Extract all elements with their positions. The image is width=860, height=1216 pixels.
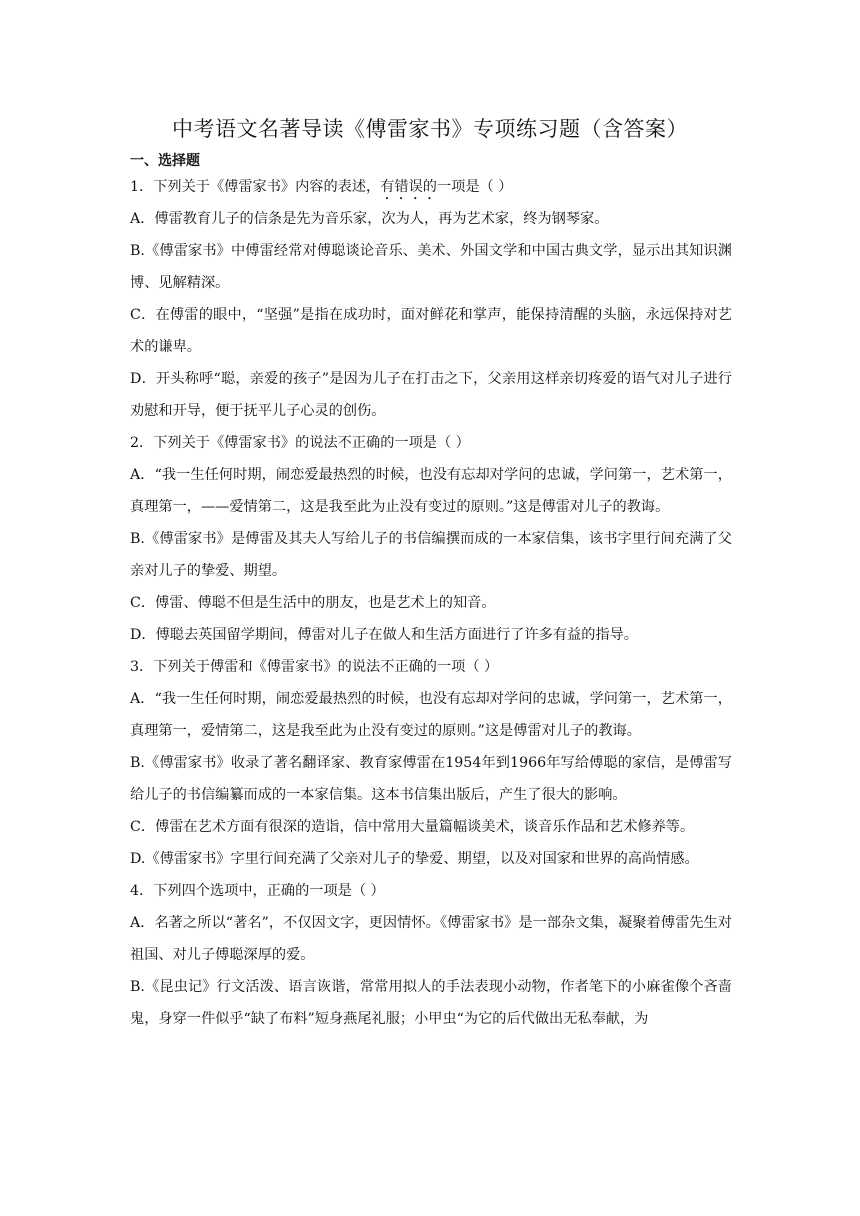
question-1-stem-start: 1．下列关于《傅雷家书》内容的表述， [130,179,381,195]
question-1-option-c: C．在傅雷的眼中，“坚强”是指在成功时，面对鲜花和掌声，能保持清醒的头脑，永远保持对艺术的谦卑。 [130,307,732,355]
emphasized-text: 有错误的 [380,179,437,195]
question-2-option-c: C．傅雷、傅聪不但是生活中的朋友，也是艺术上的知音。 [130,595,496,611]
question-2-option-b: B.《傅雷家书》是傅雷及其夫人写给儿子的书信编撰而成的一本家信集，该书字里行间充满了父亲对儿子的挚爱、期望。 [130,531,732,579]
section-heading: 一、选择题 [130,153,200,169]
question-2-stem: 2．下列关于《傅雷家书》的说法不正确的一项是（ ） [130,435,470,451]
question-4-option-b: B.《昆虫记》行文活泼、语言诙谐，常常用拟人的手法表现小动物，作者笔下的小麻雀像个吝啬鬼，身穿一件似乎“缺了布料”短身燕尾礼服；小甲虫“为它的后代做出无私奉献，为 [130,979,732,1027]
question-4-stem: 4．下列四个选项中，正确的一项是（ ） [130,883,385,899]
question-body [130,171,732,1035]
question-3-option-c: C．傅雷在艺术方面有很深的造诣，信中常用大量篇幅谈美术，谈音乐作品和艺术修养等。 [130,819,695,835]
question-1-stem-end: 一项是（ ） [436,179,513,195]
document-title: 中考语文名著导读《傅雷家书》专项练习题（含答案） [172,117,688,141]
question-1-option-a: A．傅雷教育儿子的信条是先为音乐家，次为人，再为艺术家，终为钢琴家。 [130,211,609,227]
question-2-option-d: D．傅聪去英国留学期间，傅雷对儿子在做人和生活方面进行了许多有益的指导。 [130,627,638,643]
question-1-option-d: D．开头称呼“聪，亲爱的孩子”是因为儿子在打击之下，父亲用这样亲切疼爱的语气对儿子进行劝慰和开导，便于抚平儿子心灵的创伤。 [130,371,732,419]
question-2-option-a: A．“我一生任何时期，闹恋爱最热烈的时候，也没有忘却对学问的忠诚，学问第一，艺术第一，真理第一，——爱情第二，这是我至此为止没有变过的原则。”这是傅雷对儿子的教诲。 [130,467,732,515]
question-1-option-b: B.《傅雷家书》中傅雷经常对傅聪谈论音乐、美术、外国文学和中国古典文学，显示出其知识渊博、见解精深。 [130,243,732,291]
question-1-stem [130,171,732,203]
question-3-option-d: D.《傅雷家书》字里行间充满了父亲对儿子的挚爱、期望，以及对国家和世界的高尚情感。 [130,851,699,867]
question-4-option-a: A．名著之所以“著名”，不仅因文字，更因情怀。《傅雷家书》是一部杂文集，凝聚着傅雷先生对祖国、对儿子傅聪深厚的爱。 [130,915,732,963]
question-3-option-a: A．“我一生任何时期，闹恋爱最热烈的时候，也没有忘却对学问的忠诚，学问第一，艺术第一，真理第一，爱情第二，这是我至此为止没有变过的原则。”这是傅雷对儿子的教诲。 [130,691,732,739]
question-3-stem: 3．下列关于傅雷和《傅雷家书》的说法不正确的一项（ ） [130,659,499,675]
question-3-option-b: B.《傅雷家书》收录了著名翻译家、教育家傅雷在1954年到1966年写给傅聪的家信，是傅雷写给儿子的书信编纂而成的一本家信集。这本书信集出版后，产生了很大的影响。 [130,755,732,803]
